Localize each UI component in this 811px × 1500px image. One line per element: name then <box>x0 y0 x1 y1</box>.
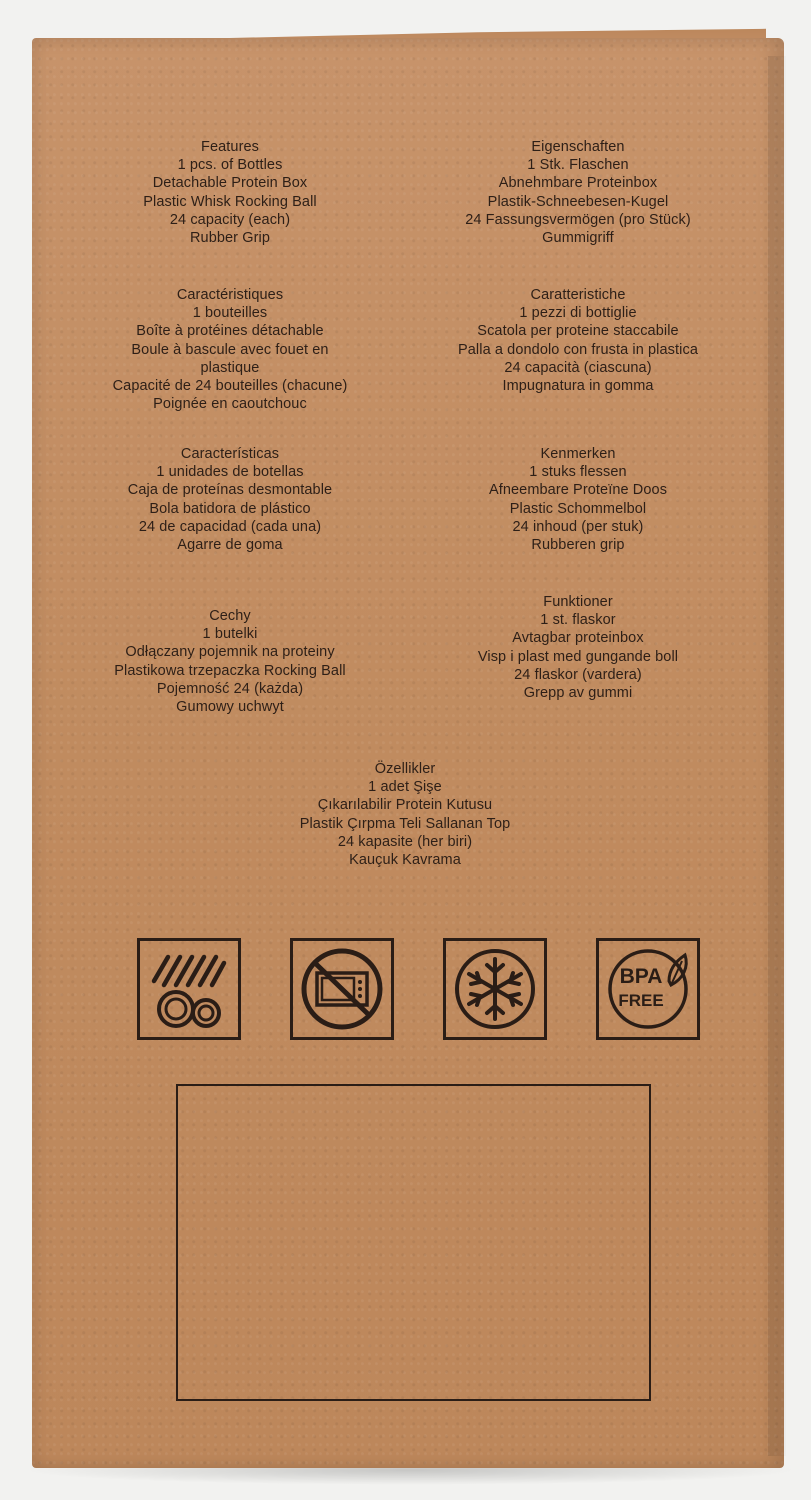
features-en: Features 1 pcs. of Bottles Detachable Protein Box Plastic Whisk Rocking Ball 24 capacity (each) Rubber Grip <box>143 139 317 247</box>
dishwasher-safe-icon <box>137 938 241 1040</box>
box-right-edge <box>768 56 786 1456</box>
freezer-safe-icon <box>443 938 547 1040</box>
features-de: Eigenschaften 1 Stk. Flaschen Abnehmbare Proteinbox Plastik-Schneebesen-Kugel 24 Fassungsvermögen (pro Stück) Gummigriff <box>465 139 691 247</box>
features-sv: Funktioner 1 st. flaskor Avtagbar proteinbox Visp i plast med gungande boll 24 flaskor (vardera) Grepp av gummi <box>477 594 679 702</box>
bpa-free-icon <box>596 938 700 1040</box>
bpa-label: BPA <box>619 965 663 988</box>
features-nl: Kenmerken 1 stuks flessen Afneembare Proteïne Doos Plastic Schommelbol 24 inhoud (per stuk) Rubberen grip <box>488 446 668 554</box>
features-es: Características 1 unidades de botellas Caja de proteínas desmontable Bola batidora de plástico 24 de capacidad (cada una) Agarre de goma <box>127 446 333 554</box>
features-fr: Caractéristiques 1 bouteilles Boîte à protéines détachable Boule à bascule avec fouet en plastique Capacité de 24 bouteilles (chacune) Poignée en caoutchouc <box>112 287 348 413</box>
no-microwave-icon <box>290 938 394 1040</box>
free-label: FREE <box>618 991 664 1010</box>
blank-label-area <box>176 1084 651 1401</box>
features-pl: Cechy 1 butelki Odłączany pojemnik na proteiny Plastikowa trzepaczka Rocking Ball Pojemność 24 (każda) Gumowy uchwyt <box>114 608 346 716</box>
features-it: Caratteristiche 1 pezzi di bottiglie Scatola per proteine staccabile Palla a dondolo con frusta in plastica 24 capacità (ciascuna) Impugnatura in gomma <box>458 287 698 395</box>
features-tr: Özellikler 1 adet Şişe Çıkarılabilir Protein Kutusu Plastik Çırpma Teli Sallanan Top 24 kapasite (her biri) Kauçuk Kavrama <box>299 761 511 869</box>
